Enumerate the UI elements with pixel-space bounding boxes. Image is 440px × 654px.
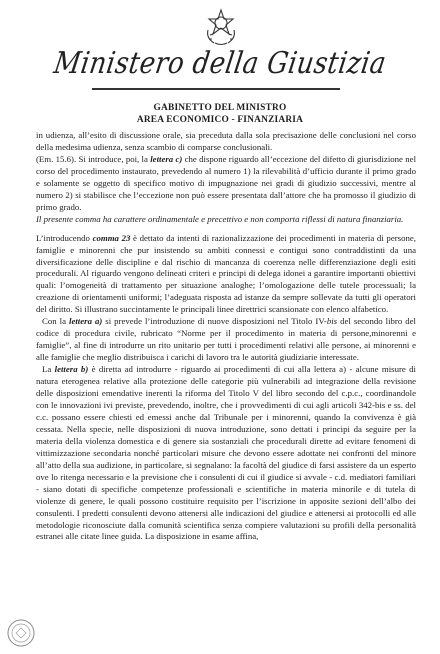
paragraph-hearing: in udienza, all’esito di discussione orale, sia preceduta dalla sola precisazione delle conclusioni nel corso della medesima udienza, senza scambio di comparse conclusionali. — [36, 130, 416, 152]
area-heading: AREA ECONOMICO - FINANZIARIA — [136, 115, 304, 125]
paragraph-letter-c: (Em. 15.6). Si introduce, poi, la lettera c) che dispone riguardo all’eccezione del difetto di giurisdizione nel corso del procedimento instaurato, prevedendo al numero 1) la rilevabilità d’ufficio durante il primo grado e solamente se oggetto di specifico motivo di impugnazione nei gradi di giudizio successivi, mentre al numero 2) si stabilisce che l’eccezione non può essere presentata dall’attore che ha promosso il giudizio di primo grado. — [36, 153, 417, 212]
financial-note: Il presente comma ha carattere ordinamentale e precettivo e non comporta riflessi di natura finanziaria. — [36, 213, 404, 224]
title-underline — [92, 88, 340, 90]
cabinet-heading: GABINETTO DEL MINISTRO — [153, 103, 287, 113]
paragraph-letter-a: Con la lettera a) si prevede l’introduzione di nuove disposizioni nel Titolo IV-bis del secondo libro del codice di procedura civile, rubricato “Norme per il procedimento in materia di persone,minorenni e famiglie”, al fine di introdurre un rito unitario per tutti i procedimenti relativi alle persone, ai minorenni e alle famiglie che meglio distribuisca i carichi di lavoro tra le autorità giudiziarie interessate. — [36, 316, 416, 363]
document-body — [36, 130, 416, 543]
paragraph-letter-b: La lettera b) è diretta ad introdurre - riguardo ai procedimenti di cui alla lettera a) - alcune misure di natura eterogenea relative alla protezione delle categorie più vulnerabili ad integrazione della revisione delle disposizioni emendative inerenti la riforma del Titolo V del libro secondo del c.p.c., coordinandole con le innovazioni ivi previste, prevedendo, inoltre, che i provvedimenti di cui agli articoli 342-bis e ss. del c.c. possano essere chiesti ed emessi anche dal Tribunale per i minorenni, quando la convivenza è già cessata. Nella specie, nelle disposizioni di nuova introduzione, sono dettati i principi da seguire per la materia della violenza domestica e di genere sia sostanziali che procedurali dirette ad evitare fenomeni di vittimizzazione secondaria nonché particolari misure che devono essere adottate nei confronti del minore all’atto della sua audizione, in particolare, si segnalano: la facoltà del giudice di farsi assistere da un esperto ove lo ritenga necessario e la previsione che i consulenti di cui il giudice si avvale - c.d. mediatori familiari - siano dotati di specifiche competenze professionali e scientifiche in materia minorile e di tutela di violenze di genere, le quali possono costituire requisito per l’iscrizione in apposite sezioni dell’albo dei consulenti. I predetti consulenti devono attenersi alle indicazioni del giudice e attenersi ai protocolli ed alle metodologie riconosciute dalla comunità scientifica senza compiere valutazioni su profili della personalità estranei alle citate linee guida. La disposizione in esame affina, — [36, 364, 416, 542]
ministry-title: Ministero della Giustizia — [51, 46, 389, 81]
stamp-seal-icon — [6, 618, 36, 648]
republic-emblem-icon — [204, 6, 238, 46]
paragraph-comma-23: L’introducendo comma 23 è dettato da intenti di razionalizzazione dei procedimenti in materia di persone, famiglie e minorenni che pur insistendo su ambiti connessi e contigui sono contraddistinti da una diversificazione delle discipline e dal rischio di mancanza di coerenza nelle differenziazione degli esiti procedurali. Al riguardo vengono delineati criteri e principi di delega idonei a garantire importanti obiettivi quali: l’omogeneità di trattamento per situazione analoghe; l’omologazione delle tutele processuali; la creazione di orientamenti uniformi; l’adeguata risposta ad istanze da sempre sollevate da tutti gli operatori del diritto. Si illustrano succintamente le principali linee direttrici scansionate con elenco alfabetico. — [36, 232, 416, 315]
